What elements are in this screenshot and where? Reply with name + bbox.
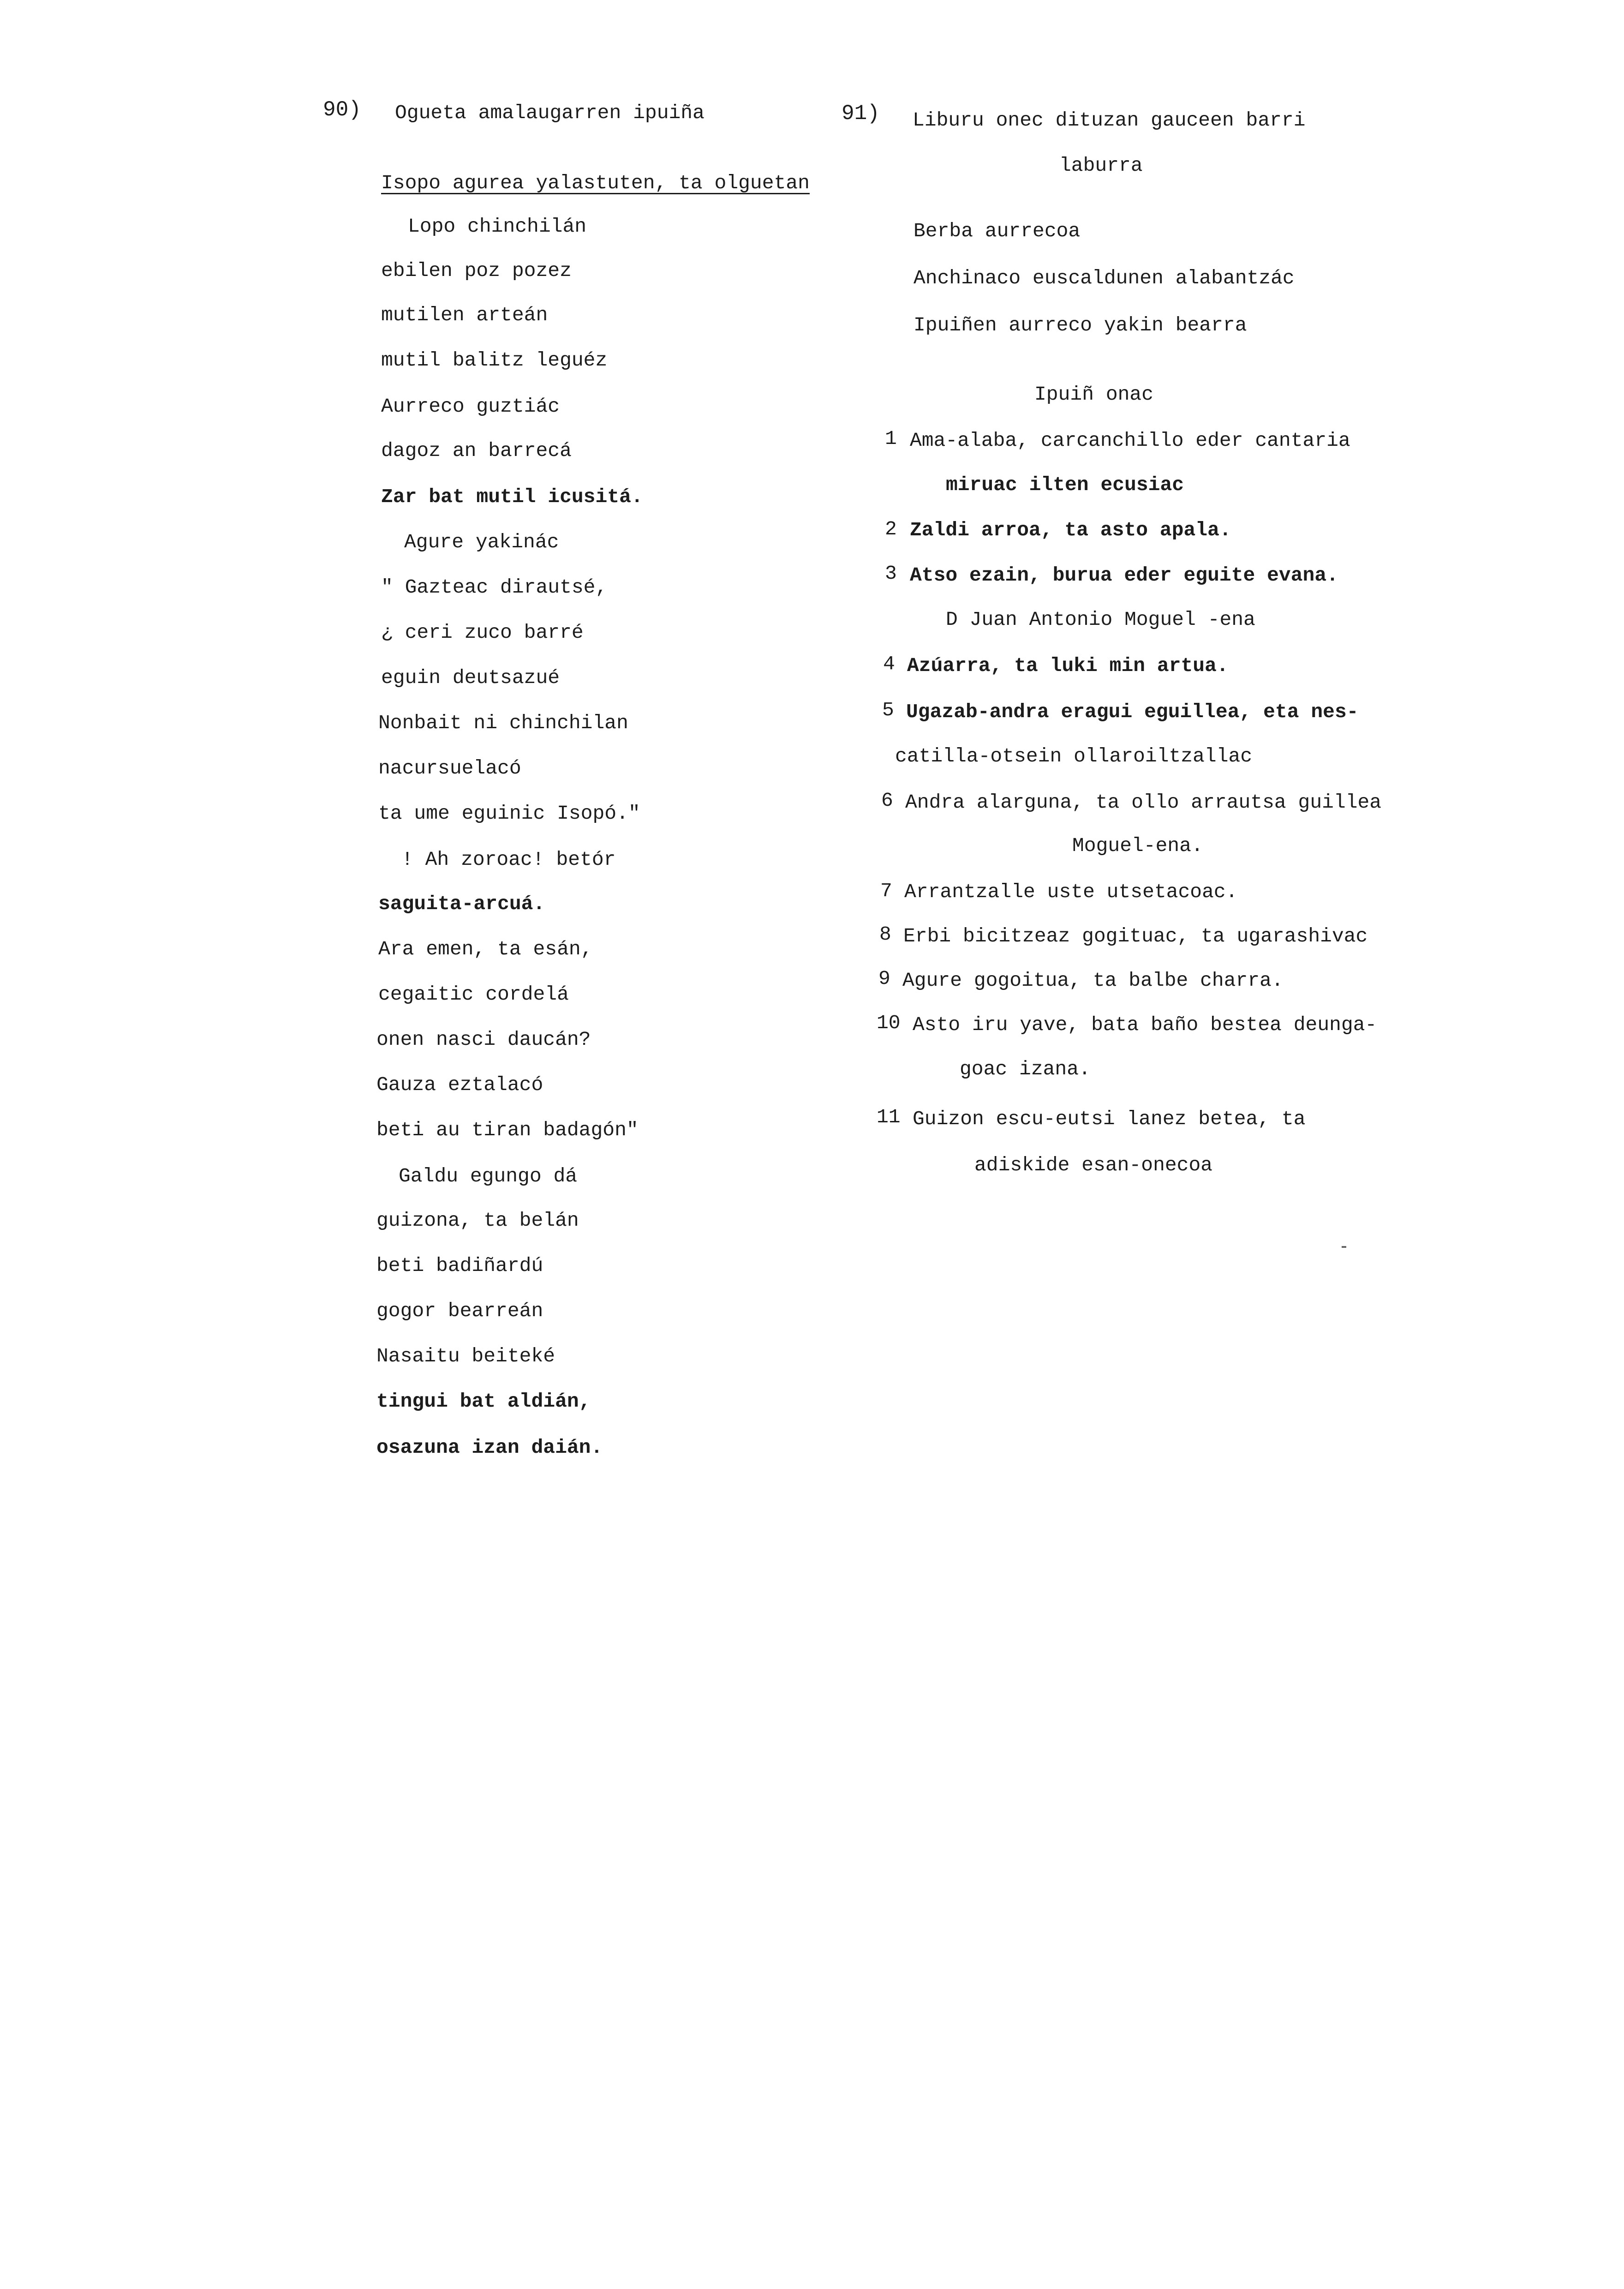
poem-line: beti badiñardú [376,1254,543,1277]
list-item-continuation: Moguel-ena. [1072,834,1203,857]
list-item: Guizon escu-eutsi lanez betea, ta [913,1108,1306,1130]
list-item: Azúarra, ta luki min artua. [907,654,1229,677]
poem-line: Nonbait ni chinchilan [378,712,628,734]
list-item-number: 8 [879,923,891,946]
list-item-number: 3 [885,562,897,585]
list-item-continuation: miruac ilten ecusiac [946,473,1184,496]
list-item: Zaldi arroa, ta asto apala. [910,519,1231,541]
list-item: Andra alarguna, ta ollo arrautsa guillea [905,791,1382,814]
poem-line: mutil balitz leguéz [381,349,608,372]
poem-line: Ara emen, ta esán, [378,938,593,960]
poem-line: ebilen poz pozez [381,259,572,282]
poem-line: cegaitic cordelá [378,983,569,1006]
list-item: Ama-alaba, carcanchillo eder cantaria [910,429,1350,452]
poem-line: Gauza eztalacó [376,1073,543,1096]
poem-line: onen nasci daucán? [376,1028,591,1051]
intro-line: Berba aurrecoa [914,220,1081,242]
poem-line: osazuna izan daián. [376,1436,603,1459]
poem-line: Lopo chinchilán [408,215,587,238]
section-title: Ipuiñ onac [1034,383,1154,406]
left-page-number: 90) [323,98,361,122]
scan-speck [1342,1246,1346,1248]
list-item: Atso ezain, burua eder eguite evana. [910,564,1338,587]
list-item-number: 2 [885,518,897,540]
list-item-continuation: D Juan Antonio Moguel -ena [946,608,1255,631]
list-item: Arrantzalle uste utsetacoac. [904,881,1238,903]
list-item-continuation: adiskide esan-onecoa [974,1154,1213,1176]
list-item-number: 6 [881,789,893,812]
list-item-continuation: goac izana. [960,1058,1091,1080]
poem-line: guizona, ta belán [376,1209,579,1232]
list-item-number: 11 [877,1106,901,1128]
poem-line: Agure yakinác [404,531,559,553]
right-title-line2: laburra [1059,154,1143,177]
poem-line: ta ume eguinic Isopó." [378,802,640,825]
poem-line: " Gazteac dirautsé, [381,576,608,599]
list-item-number: 10 [877,1012,901,1034]
poem-line: Nasaitu beiteké [376,1345,555,1367]
list-item-number: 5 [882,699,894,721]
poem-line: saguita-arcuá. [378,893,545,915]
poem-line: mutilen arteán [381,304,548,326]
list-item: Agure gogoitua, ta balbe charra. [902,969,1284,992]
poem-line: nacursuelacó [378,757,521,779]
list-item-number: 4 [883,653,895,675]
right-title-line1: Liburu onec dituzan gauceen barri [913,109,1306,132]
intro-line: Ipuiñen aurreco yakin bearra [914,314,1247,336]
poem-line: beti au tiran badagón" [376,1119,639,1141]
poem-line: Aurreco guztiác [381,395,560,418]
list-item: Ugazab-andra eragui eguillea, eta nes- [906,701,1359,723]
right-page-number: 91) [842,102,880,126]
poem-line: Galdu egungo dá [399,1165,578,1187]
poem-line: gogor bearreán [376,1300,543,1322]
left-title: Ogueta amalaugarren ipuiña [395,102,705,124]
list-item: Asto iru yave, bata baño bestea deunga- [913,1013,1377,1036]
poem-line: ¿ ceri zuco barré [381,621,584,644]
poem-line: eguin deutsazué [381,666,560,689]
list-item-continuation: catilla-otsein ollaroiltzallac [895,745,1253,767]
list-item-number: 9 [878,967,890,990]
poem-line: Zar bat mutil icusitá. [381,485,643,508]
poem-line: ! Ah zoroac! betór [401,848,616,871]
poem-line: tingui bat aldián, [376,1390,591,1413]
list-item: Erbi bicitzeaz gogituac, ta ugarashivac [903,925,1368,947]
list-item-number: 7 [880,880,892,902]
left-subtitle: Isopo agurea yalastuten, ta olguetan [381,172,810,194]
poem-line: dagoz an barrecá [381,439,572,462]
intro-line: Anchinaco euscaldunen alabantzác [914,267,1295,289]
list-item-number: 1 [885,427,897,450]
